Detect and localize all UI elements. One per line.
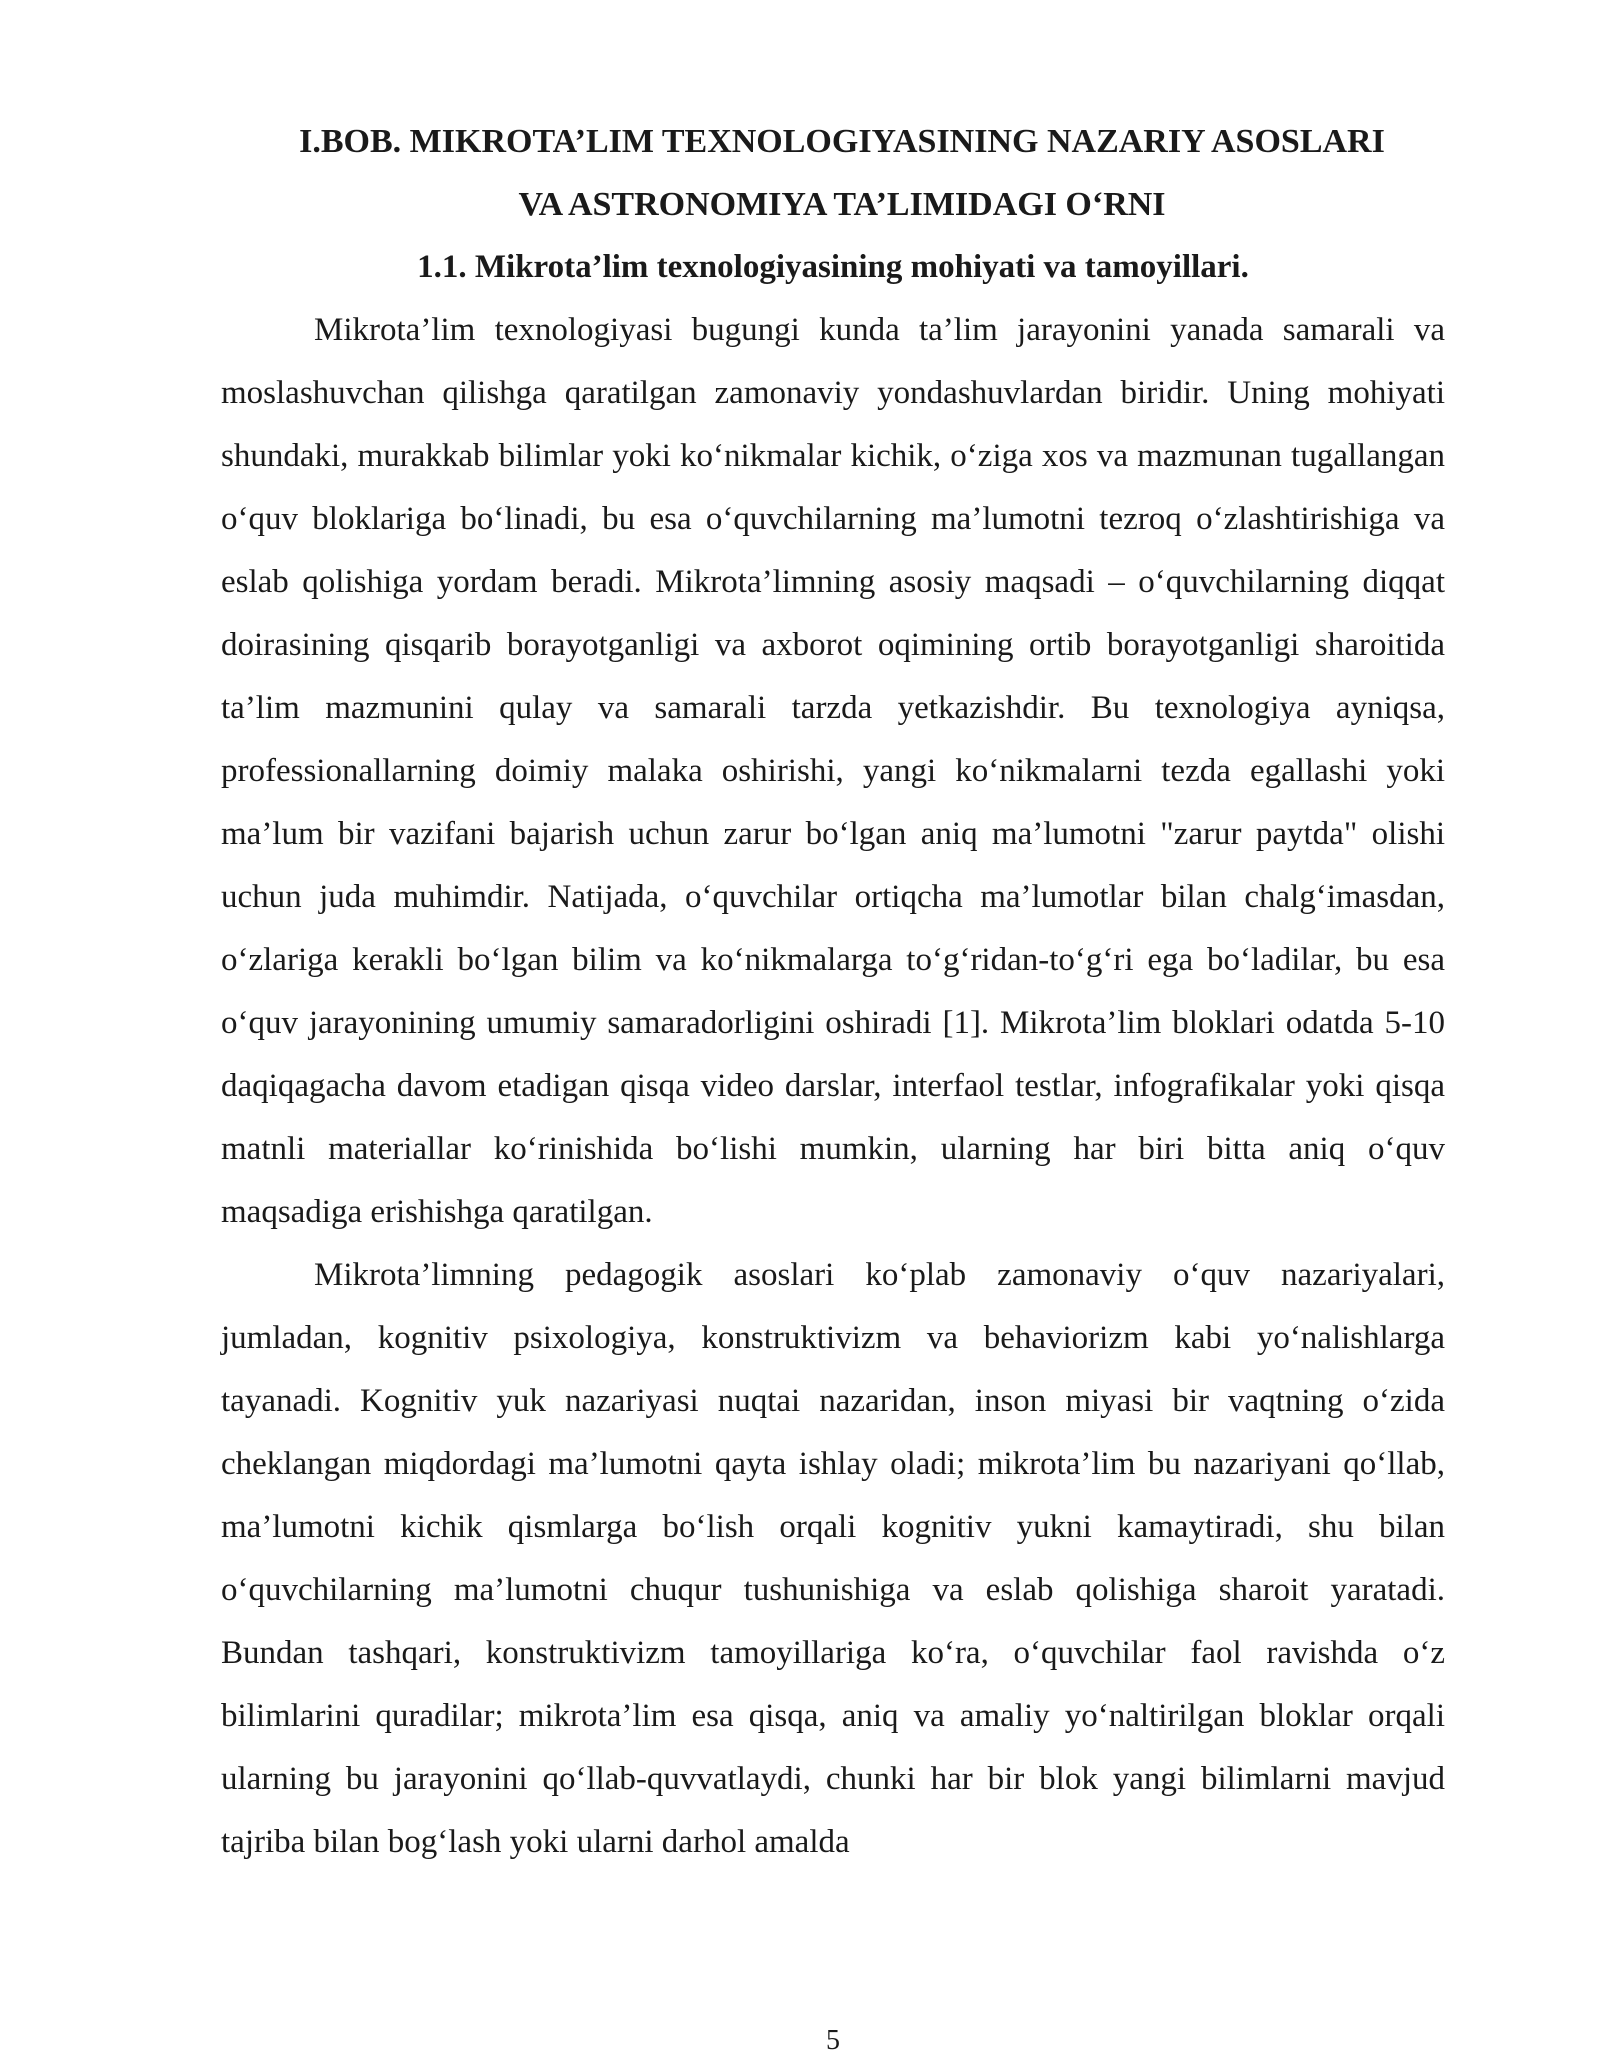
body-paragraph-2: Mikrota’limning pedagogik asoslari ko‘plab zamonaviy o‘quv nazariyalari, jumladan, kognitiv psixologiya, konstruktivizm va behaviorizm kabi yo‘nalishlarga tayanadi. Kognitiv yuk nazariyasi nuqtai nazaridan, inson miyasi bir vaqtning o‘zida cheklangan miqdordagi ma’lumotni qayta ishlay oladi; mikrota’lim bu nazariyani qo‘llab, ma’lumotni kichik qismlarga bo‘lish orqali kognitiv yukni kamaytiradi, shu bilan o‘quvchilarning ma’lumotni chuqur tushunishiga va eslab qolishiga sharoit yaratadi. Bundan tashqari, konstruktivizm tamoyillariga ko‘ra, o‘quvchilar faol ravishda o‘z bilimlarini quradilar; mikrota’lim esa qisqa, aniq va amaliy yo‘naltirilgan bloklar orqali ularning bu jarayonini qo‘llab-quvvatlaydi, chunki har bir blok yangi bilimlarni mavjud tajriba bilan bog‘lash yoki ularni darhol amalda — [221, 1257, 1445, 1860]
chapter-title-line-2: VA ASTRONOMIYA TA’LIMIDAGI O‘RNI — [518, 186, 1166, 223]
document-page — [221, 110, 1445, 1874]
page-number: 5 — [826, 2025, 840, 2056]
body-paragraph-1: Mikrota’lim texnologiyasi bugungi kunda ta’lim jarayonini yanada samarali va moslashuvchan qilishga qaratilgan zamonaviy yondashuvlardan biridir. Uning mohiyati shundaki, murakkab bilimlar yoki ko‘nikmalar kichik, o‘ziga xos va mazmunan tugallangan o‘quv bloklariga bo‘linadi, bu esa o‘quvchilarning ma’lumotni tezroq o‘zlashtirishiga va eslab qolishiga yordam beradi. Mikrota’limning asosiy maqsadi – o‘quvchilarning diqqat doirasining qisqarib borayotganligi va axborot oqimining ortib borayotganligi sharoitida ta’lim mazmunini qulay va samarali tarzda yetkazishdir. Bu texnologiya ayniqsa, professionallarning doimiy malaka oshirishi, yangi ko‘nikmalarni tezda egallashi yoki ma’lum bir vazifani bajarish uchun zarur bo‘lgan aniq ma’lumotni "zarur paytda" olishi uchun juda muhimdir. Natijada, o‘quvchilar ortiqcha ma’lumotlar bilan chalg‘imasdan, o‘zlariga kerakli bo‘lgan bilim va ko‘nikmalarga to‘g‘ridan-to‘g‘ri ega bo‘ladilar, bu esa o‘quv jarayonining umumiy samaradorligini oshiradi [1]. Mikrota’lim bloklari odatda 5-10 daqiqagacha davom etadigan qisqa video darslar, interfaol testlar, infografikalar yoki qisqa matnli materiallar ko‘rinishida bo‘lishi mumkin, ularning har biri bitta aniq o‘quv maqsadiga erishishga qaratilgan. — [221, 312, 1445, 1230]
chapter-title-line-1: I.BOB. MIKROTA’LIM TEXNOLOGIYASINING NAZARIY ASOSLARI — [299, 123, 1385, 160]
section-title: 1.1. Mikrota’lim texnologiyasining mohiyati va tamoyillari. — [417, 249, 1249, 285]
